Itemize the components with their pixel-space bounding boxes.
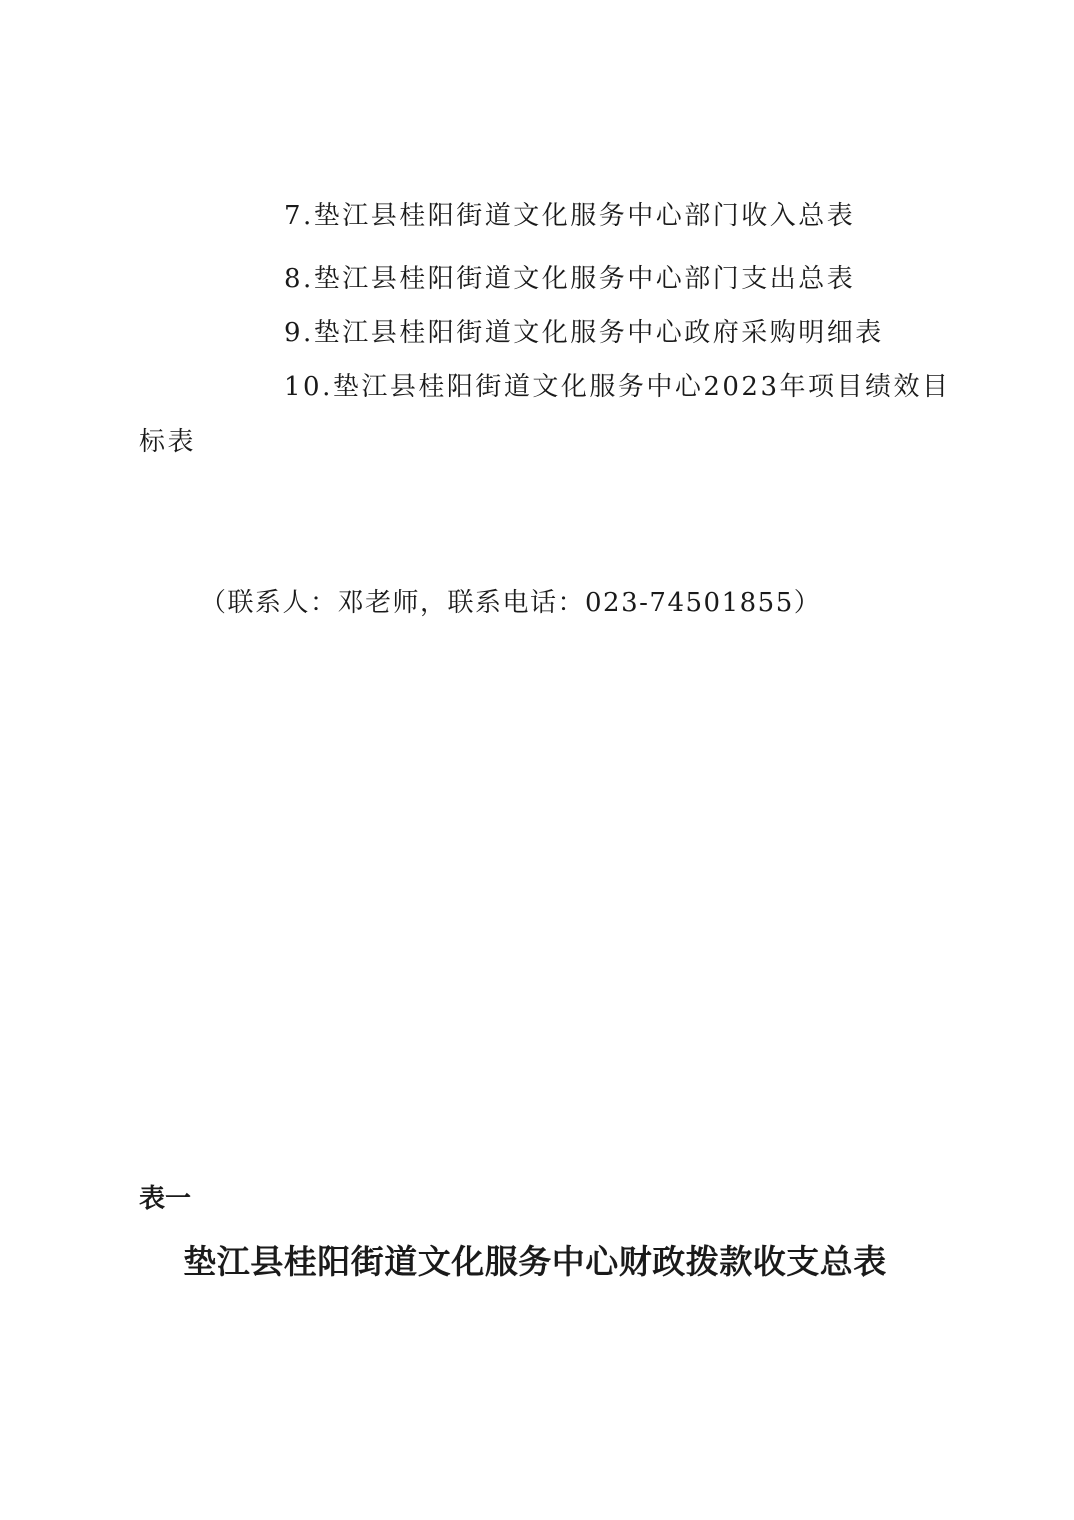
table-label: 表一 xyxy=(139,1184,192,1214)
contact-info: （联系人：邓老师，联系电话：023-74501855） xyxy=(200,588,822,618)
list-item-8: 8.垫江县桂阳街道文化服务中心部门支出总表 xyxy=(284,264,856,294)
list-item-9: 9.垫江县桂阳街道文化服务中心政府采购明细表 xyxy=(284,318,884,348)
list-item-10-line-2: 标表 xyxy=(139,427,197,457)
list-item-10-line-1: 10.垫江县桂阳街道文化服务中心2023年项目绩效目 xyxy=(284,372,951,402)
list-item-7: 7.垫江县桂阳街道文化服务中心部门收入总表 xyxy=(284,201,856,231)
table-title: 垫江县桂阳街道文化服务中心财政拨款收支总表 xyxy=(183,1242,887,1281)
